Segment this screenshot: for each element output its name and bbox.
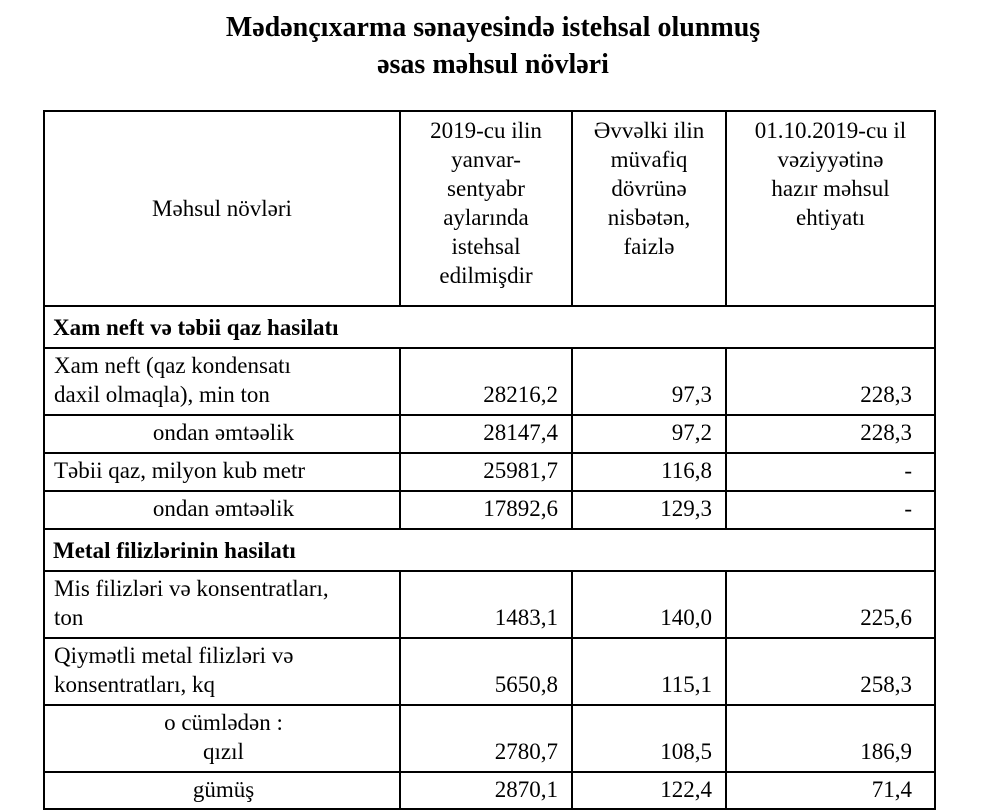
table-row	[44, 571, 935, 638]
product-label-cell: Mis filizləri və konsentratları, ton	[44, 571, 400, 638]
section-row	[44, 529, 935, 571]
table-row	[44, 772, 935, 810]
product-label-cell: ondan əmtəəlik	[44, 415, 400, 453]
produced-value-cell: 17892,6	[400, 491, 572, 529]
produced-value-cell: 1483,1	[400, 571, 572, 638]
product-label-cell: o cümlədən : qızıl	[44, 705, 400, 772]
stock-value-cell: 225,6	[726, 571, 935, 638]
page-title-line-2: əsas məhsul növləri	[377, 48, 609, 80]
stock-value-cell: 228,3	[726, 415, 935, 453]
produced-value-cell: 2780,7	[400, 705, 572, 772]
produced-value-cell: 5650,8	[400, 638, 572, 705]
percent-value-cell: 97,2	[572, 415, 726, 453]
produced-value-cell: 28216,2	[400, 348, 572, 415]
section-row	[44, 306, 935, 348]
stock-value-cell: 186,9	[726, 705, 935, 772]
column-header-products-column: Məhsul növləri	[44, 111, 400, 306]
table-row	[44, 348, 935, 415]
produced-value-cell: 2870,1	[400, 772, 572, 810]
products-table	[43, 110, 936, 810]
table-header	[44, 111, 935, 306]
page-title-line-1: Mədənçıxarma sənayesində istehsal olunmuş	[225, 12, 761, 43]
section-title: Xam neft və təbii qaz hasilatı	[44, 306, 935, 348]
stock-value-cell: 228,3	[726, 348, 935, 415]
percent-value-cell: 108,5	[572, 705, 726, 772]
table-body	[44, 306, 935, 810]
product-label-cell: ondan əmtəəlik	[44, 491, 400, 529]
percent-value-cell: 129,3	[572, 491, 726, 529]
table-row	[44, 638, 935, 705]
header-row	[44, 111, 935, 306]
column-header-percent-column: Əvvəlki ilin müvafiq dövrünə nisbətən, faizlə	[572, 111, 726, 306]
product-label-cell: Qiymətli metal filizləri və konsentratları, kq	[44, 638, 400, 705]
percent-value-cell: 122,4	[572, 772, 726, 810]
document-page	[0, 10, 986, 802]
column-header-stock-column: 01.10.2019-cu il vəziyyətinə hazır məhsul ehtiyatı	[726, 111, 935, 306]
stock-value-cell: -	[726, 491, 935, 529]
percent-value-cell: 116,8	[572, 453, 726, 491]
table-row	[44, 705, 935, 772]
section-title: Metal filizlərinin hasilatı	[44, 529, 935, 571]
produced-value-cell: 28147,4	[400, 415, 572, 453]
percent-value-cell: 115,1	[572, 638, 726, 705]
table-row	[44, 491, 935, 529]
product-label-cell: gümüş	[44, 772, 400, 810]
stock-value-cell: -	[726, 453, 935, 491]
product-label-cell: Təbii qaz, milyon kub metr	[44, 453, 400, 491]
table-row	[44, 453, 935, 491]
page-title	[0, 10, 986, 84]
percent-value-cell: 97,3	[572, 348, 726, 415]
produced-value-cell: 25981,7	[400, 453, 572, 491]
stock-value-cell: 71,4	[726, 772, 935, 810]
table-row	[44, 415, 935, 453]
percent-value-cell: 140,0	[572, 571, 726, 638]
product-label-cell: Xam neft (qaz kondensatı daxil olmaqla), min ton	[44, 348, 400, 415]
stock-value-cell: 258,3	[726, 638, 935, 705]
column-header-produced-column: 2019-cu ilin yanvar- sentyabr aylarında istehsal edilmişdir	[400, 111, 572, 306]
